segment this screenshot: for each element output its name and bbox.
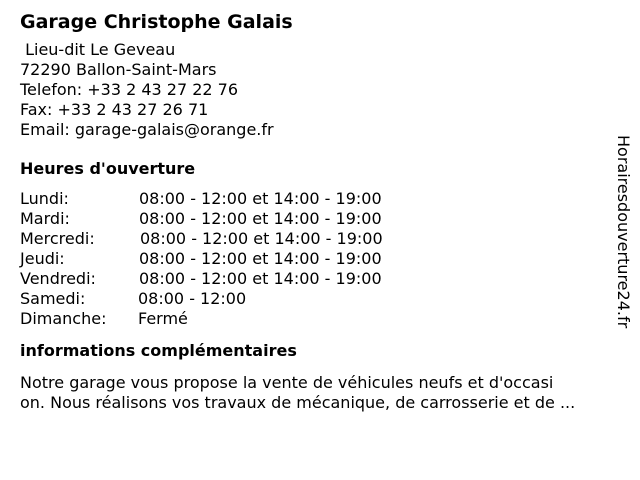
fax-number: Fax: +33 2 43 27 26 71 (20, 100, 209, 119)
day-label: Mardi: (20, 209, 70, 228)
hours-title: Heures d'ouverture (20, 159, 196, 178)
contact-block (20, 40, 610, 140)
address-line-1: Lieu-dit Le Geveau (20, 40, 176, 59)
day-hours: 08:00 - 12:00 et 14:00 - 19:00 (139, 189, 382, 208)
day-hours: 08:00 - 12:00 et 14:00 - 19:00 (139, 249, 382, 268)
day-hours: 08:00 - 12:00 et 14:00 - 19:00 (140, 229, 383, 248)
day-label: Mercredi: (20, 229, 95, 248)
day-label: Vendredi: (20, 269, 96, 288)
address-line-2: 72290 Ballon-Saint-Mars (20, 60, 217, 79)
day-hours: 08:00 - 12:00 (138, 289, 247, 308)
day-hours: 08:00 - 12:00 et 14:00 - 19:00 (139, 269, 382, 288)
hours-row-samedi (20, 289, 610, 309)
hours-row-vendredi (20, 269, 610, 289)
info-title: informations complémentaires (20, 341, 297, 360)
phone-number: Telefon: +33 2 43 27 22 76 (20, 80, 239, 99)
hours-row-lundi (20, 189, 610, 209)
day-label: Lundi: (20, 189, 69, 208)
info-line-2: on. Nous réalisons vos travaux de mécanique, de carrosserie et de ... (20, 393, 576, 412)
business-name: Garage Christophe Galais (20, 11, 293, 33)
info-line-1: Notre garage vous propose la vente de véhicules neufs et d'occasi (20, 373, 554, 392)
hours-row-jeudi (20, 249, 610, 269)
day-hours: 08:00 - 12:00 et 14:00 - 19:00 (139, 209, 382, 228)
hours-row-dimanche (20, 309, 610, 329)
email-address: Email: garage-galais@orange.fr (20, 120, 274, 139)
site-watermark: Horairesdouverture24.fr (614, 135, 633, 329)
day-label: Jeudi: (20, 249, 65, 268)
hours-row-mardi (20, 209, 610, 229)
hours-row-mercredi (20, 229, 610, 249)
hours-table (20, 189, 610, 329)
business-card (20, 8, 610, 413)
info-text (20, 373, 620, 413)
day-label: Samedi: (20, 289, 86, 308)
day-label: Dimanche: (20, 309, 107, 328)
day-hours: Fermé (138, 309, 188, 328)
